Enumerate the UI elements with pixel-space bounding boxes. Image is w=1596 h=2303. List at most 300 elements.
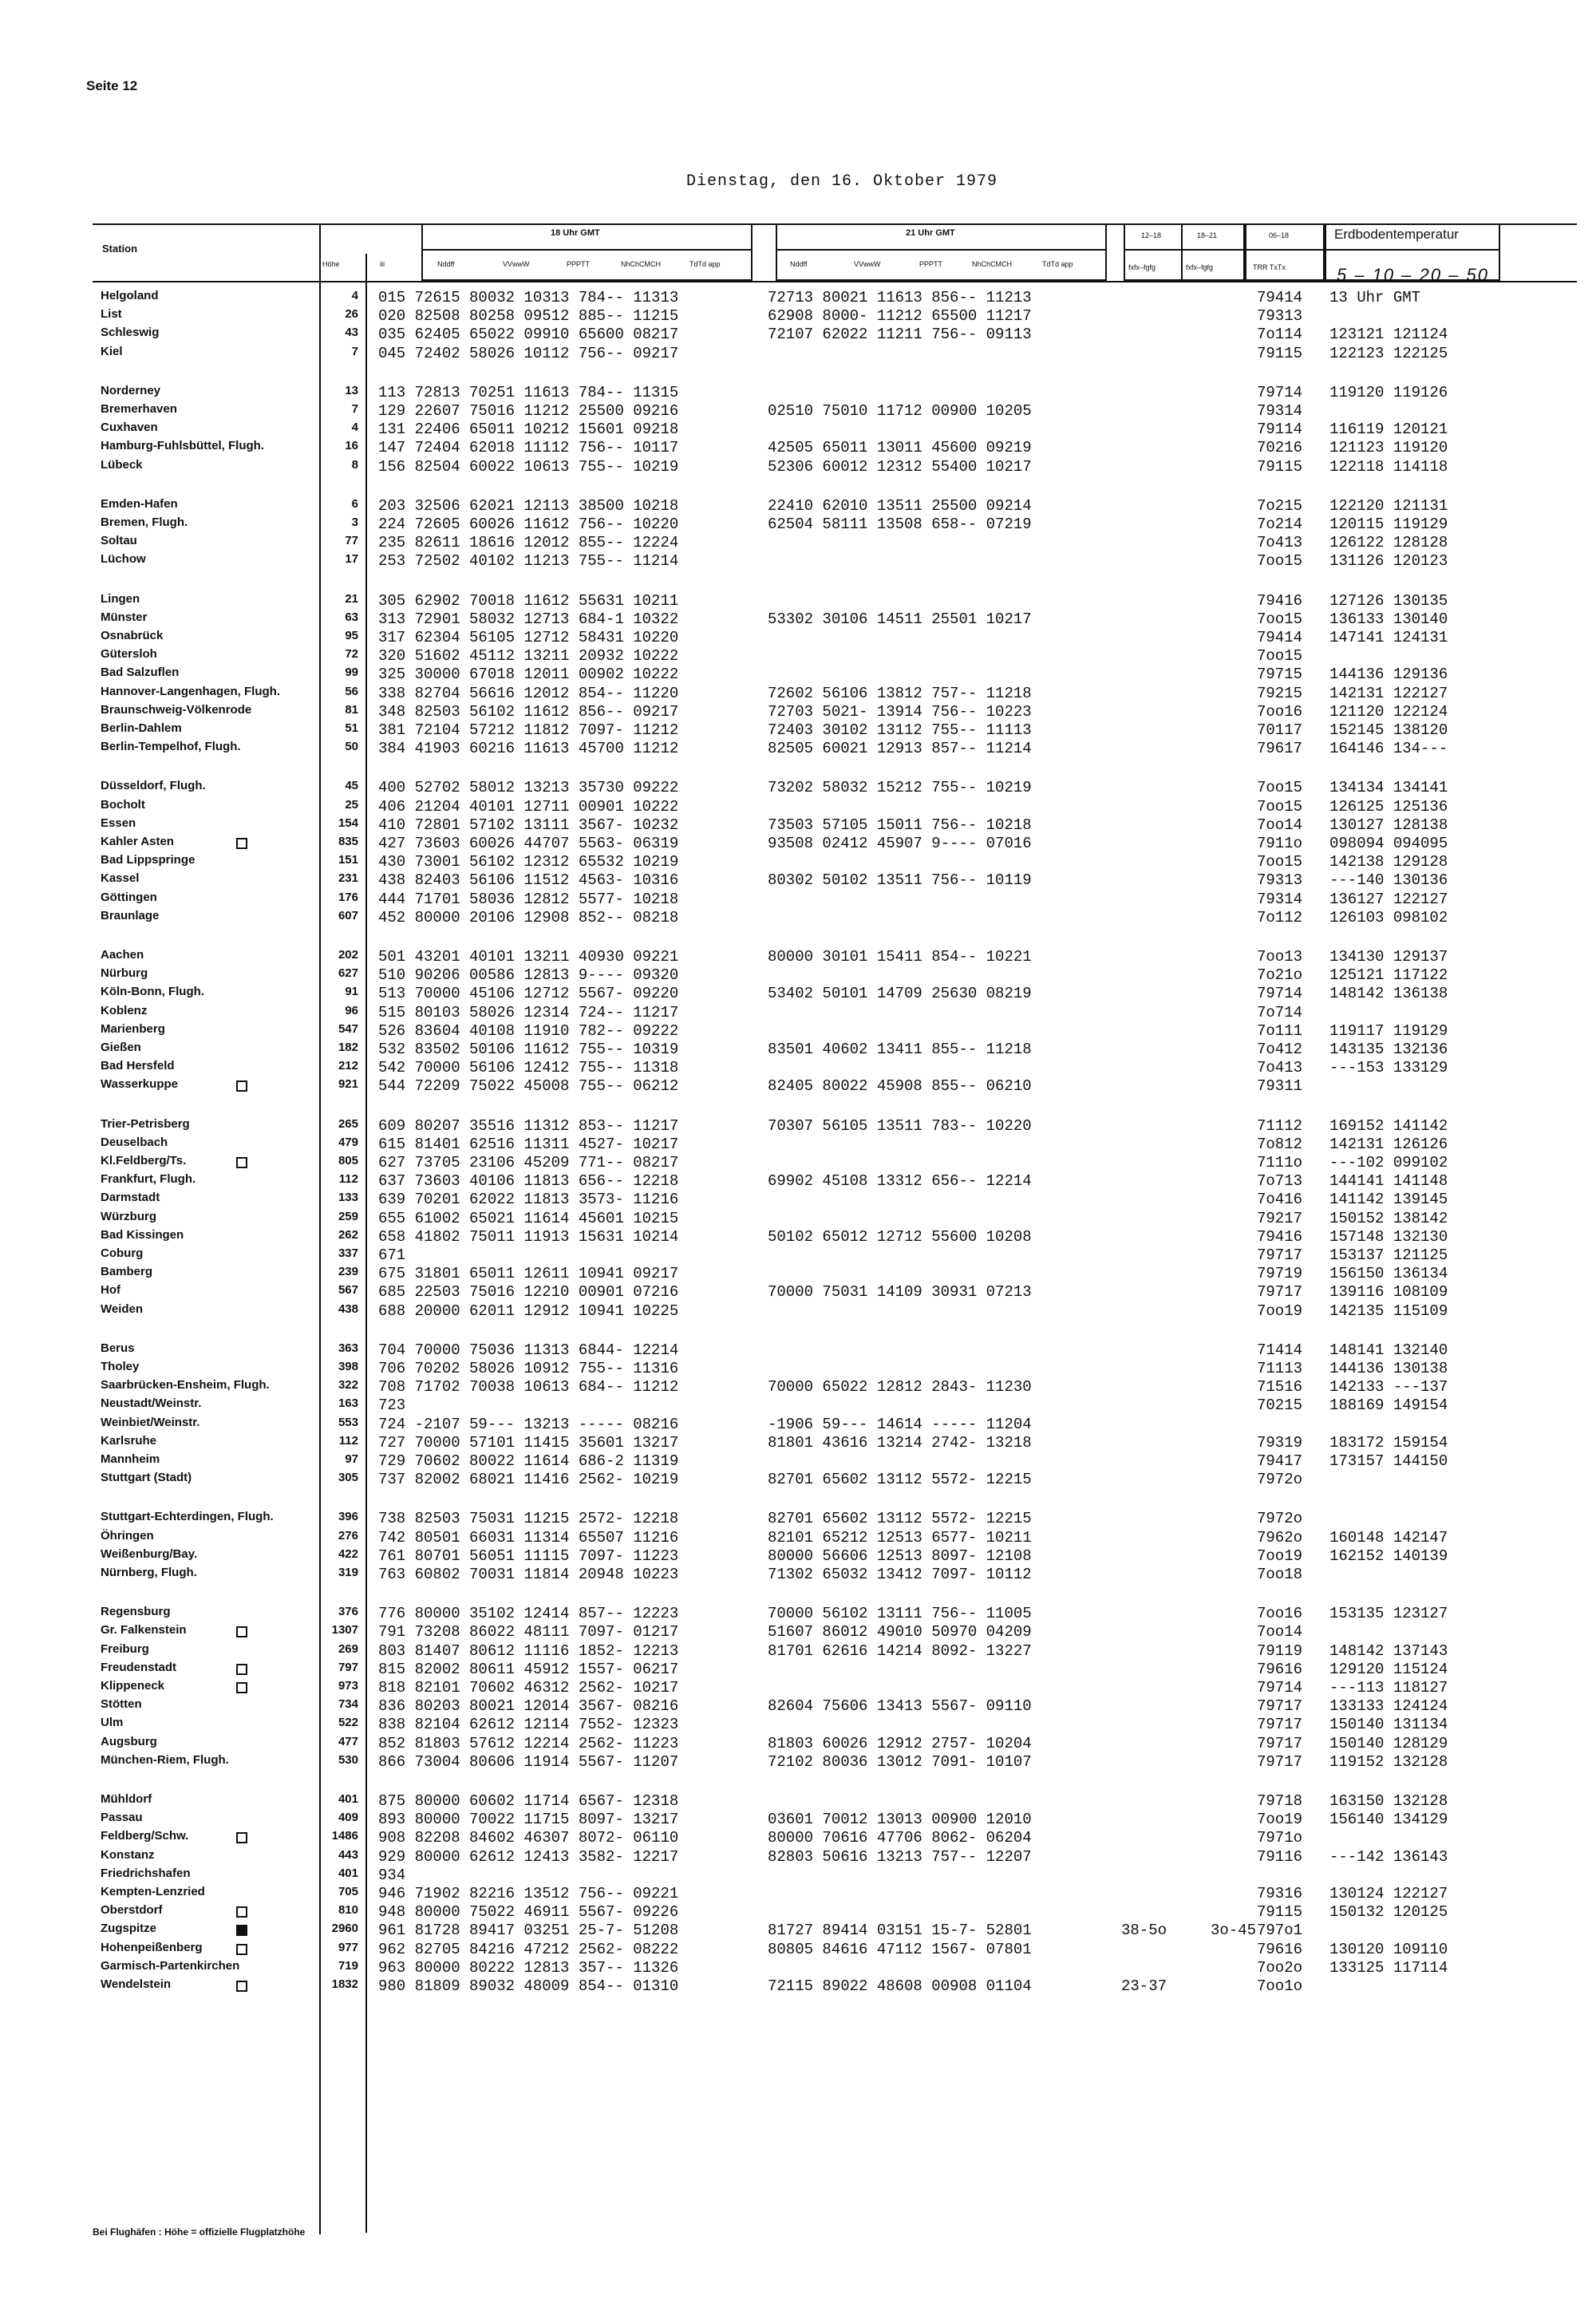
range-1821: 18–21	[1197, 231, 1218, 239]
extremes-0618: 7962o	[1257, 1528, 1303, 1547]
obs-21-utc: 82701 65602 13112 5572- 12215	[768, 1510, 1032, 1528]
extremes-0618: 79416	[1257, 1227, 1303, 1246]
obs-21-utc: 81727 89414 03151 15-7- 52801	[768, 1922, 1032, 1940]
extremes-0618: 7oo18	[1257, 1566, 1303, 1583]
col-vvwww-18: VVwwW	[503, 260, 530, 268]
station-height: 607	[338, 908, 358, 922]
station-height: 259	[338, 1209, 358, 1223]
gmt21-rule	[776, 249, 1107, 251]
extremes-0618: 70117	[1257, 721, 1303, 739]
obs-18-utc: 962 82705 84216 47212 2562- 08222	[378, 1940, 679, 1958]
obs-21-utc: 72713 80021 11613 856-- 11213	[768, 289, 1032, 306]
soil-temperature: 136133 130140	[1329, 610, 1448, 628]
gust-1218: 23-37	[1121, 1977, 1167, 1995]
station-name: Saarbrücken-Ensheim, Flugh.	[101, 1378, 270, 1392]
obs-18-utc: 406 21204 40101 12711 00901 10222	[378, 797, 679, 816]
obs-18-utc: 313 72901 58032 12713 684-1 10322	[378, 610, 679, 628]
soil-temperature: ---153 133129	[1329, 1059, 1448, 1077]
soil-temperature: 150140 128129	[1329, 1734, 1448, 1752]
extremes-0618: 71516	[1257, 1378, 1303, 1396]
obs-18-utc: 836 80203 80021 12014 3567- 08216	[378, 1697, 679, 1716]
soil-temperature: 147141 124131	[1329, 629, 1448, 646]
obs-21-utc: 81801 43616 13214 2742- 13218	[768, 1433, 1032, 1452]
obs-18-utc: 452 80000 20106 12908 852-- 08218	[378, 908, 679, 926]
station-name: Koblenz	[101, 1003, 148, 1017]
obs-18-utc: 637 73603 40106 11813 656-- 12218	[378, 1172, 679, 1191]
extremes-0618: 79717	[1257, 1734, 1303, 1752]
soil-temperature: 150152 138142	[1329, 1209, 1448, 1227]
soil-temperature: 142131 126126	[1329, 1135, 1448, 1153]
extra-divider-1	[1181, 223, 1183, 281]
station-height: 154	[338, 816, 358, 830]
station-name: Bad Hersfeld	[101, 1059, 175, 1073]
extremes-0618: 7o713	[1257, 1172, 1303, 1191]
obs-18-utc: 655 61002 65021 11614 45601 10215	[378, 1209, 679, 1227]
soil-temperature: 119152 132128	[1329, 1752, 1448, 1771]
obs-18-utc: 791 73208 86022 48111 7097- 01217	[378, 1623, 679, 1641]
station-height: 522	[338, 1716, 358, 1730]
soil-temperature: 13 Uhr GMT	[1329, 289, 1421, 306]
obs-18-utc: 706 70202 58026 10912 755-- 11316	[378, 1360, 679, 1377]
erd-depths: 5 – 10 – 20 – 50	[1337, 265, 1490, 285]
extremes-0618: 7o111	[1257, 1021, 1303, 1040]
station-height: 45	[345, 779, 358, 793]
station-name: Braunlage	[101, 908, 160, 922]
station-name: Wasserkuppe	[101, 1077, 178, 1092]
soil-temperature: 126122 128128	[1329, 534, 1448, 552]
station-height: 6	[351, 496, 358, 511]
station-name: Nürburg	[101, 966, 148, 981]
extremes-0618: 7oo16	[1257, 1605, 1303, 1623]
obs-18-utc: 980 81809 89032 48009 854-- 01310	[378, 1977, 679, 1995]
obs-21-utc: 71302 65032 13412 7097- 10112	[768, 1566, 1032, 1583]
obs-18-utc: 908 82208 84602 46307 8072- 06110	[378, 1829, 679, 1847]
obs-18-utc: 675 31801 65011 12611 10941 09217	[378, 1265, 679, 1283]
extremes-0618: 79717	[1257, 1716, 1303, 1734]
obs-21-utc: 82405 80022 45908 855-- 06210	[768, 1077, 1032, 1096]
obs-18-utc: 320 51602 45112 13211 20932 10222	[378, 647, 679, 666]
obs-18-utc: 325 30000 67018 12011 00902 10222	[378, 666, 679, 684]
obs-18-utc: 113 72813 70251 11613 784-- 11315	[378, 383, 679, 401]
station-height: 43	[345, 326, 358, 340]
soil-temperature: 122123 122125	[1329, 344, 1448, 362]
gust-1218: 38-5o	[1121, 1922, 1167, 1940]
station-name: Freiburg	[101, 1641, 149, 1656]
iii-header: iii	[380, 260, 385, 268]
soil-temperature: 164146 134---	[1329, 740, 1448, 758]
report-date: Dienstag, den 16. Oktober 1979	[686, 172, 998, 191]
soil-temperature: 130124 122127	[1329, 1885, 1448, 1902]
extremes-0618: 79313	[1257, 307, 1303, 326]
station-name: Feldberg/Schw.	[101, 1829, 189, 1843]
soil-temperature: 139116 108109	[1329, 1283, 1448, 1302]
station-name: Gießen	[101, 1041, 141, 1054]
station-height: 438	[338, 1302, 358, 1316]
obs-18-utc: 515 80103 58026 12314 724-- 11217	[378, 1003, 679, 1021]
soil-temperature: 142138 129128	[1329, 853, 1448, 871]
obs-18-utc: 946 71902 82216 13512 756-- 09221	[378, 1885, 679, 1902]
station-name: Kassel	[101, 871, 140, 886]
station-name: Berlin-Dahlem	[101, 721, 182, 735]
obs-18-utc: 510 90206 00586 12813 9---- 09320	[378, 966, 679, 985]
station-name: Gütersloh	[101, 647, 157, 662]
extremes-0618: 7oo19	[1257, 1811, 1303, 1829]
extremes-0618: 79313	[1257, 871, 1303, 890]
extremes-0618: 79116	[1257, 1847, 1303, 1866]
extremes-0618: 7111o	[1257, 1154, 1303, 1171]
station-height: 95	[345, 629, 358, 642]
col-nddff-18: Nddff	[437, 260, 455, 268]
station-height: 409	[338, 1811, 358, 1825]
soil-temperature: 116119 120121	[1329, 421, 1448, 439]
station-name: Konstanz	[101, 1847, 155, 1862]
station-height: 56	[345, 684, 358, 698]
station-height: 337	[338, 1246, 358, 1260]
station-height: 21	[345, 591, 358, 606]
station-height: 81	[345, 702, 358, 717]
station-height: 401	[338, 1866, 358, 1880]
extremes-0618: 7oo2o	[1257, 1958, 1303, 1977]
station-name: Deuselbach	[101, 1135, 168, 1149]
station-height: 3	[351, 516, 358, 529]
station-name: Nürnberg, Flugh.	[101, 1566, 197, 1579]
obs-18-utc: 866 73004 80606 11914 5567- 11207	[378, 1752, 679, 1771]
station-height: 1832	[331, 1977, 358, 1991]
station-height: 212	[338, 1059, 358, 1073]
extremes-0618: 79416	[1257, 591, 1303, 610]
extremes-0618: 7o215	[1257, 496, 1303, 515]
station-name: Essen	[101, 816, 136, 830]
obs-21-utc: -1906 59--- 14614 ----- 11204	[768, 1415, 1032, 1433]
obs-21-utc: 42505 65011 13011 45600 09219	[768, 439, 1032, 457]
station-name: Freudenstadt	[101, 1660, 177, 1674]
station-height: 547	[338, 1021, 358, 1036]
soil-temperature: 156150 136134	[1329, 1265, 1448, 1283]
extremes-0618: 79714	[1257, 1679, 1303, 1697]
soil-temperature: 141142 139145	[1329, 1191, 1448, 1209]
station-height: 7	[351, 344, 358, 358]
obs-18-utc: 235 82611 18616 12012 855-- 12224	[378, 534, 679, 552]
obs-21-utc: 02510 75010 11712 00900 10205	[768, 402, 1032, 420]
station-name: Ulm	[101, 1716, 124, 1730]
extremes-0618: 79115	[1257, 344, 1303, 362]
gmt18-title: 18 Uhr GMT	[551, 228, 600, 238]
station-name: Trier-Petrisberg	[101, 1116, 190, 1131]
station-height: 239	[338, 1265, 358, 1279]
obs-21-utc: 82701 65602 13112 5572- 12215	[768, 1471, 1032, 1489]
extremes-0618: 79715	[1257, 666, 1303, 684]
soil-temperature: 121120 122124	[1329, 702, 1448, 721]
obs-18-utc: 948 80000 75022 46911 5567- 09226	[378, 1903, 679, 1922]
obs-21-utc: 83501 40602 13411 855-- 11218	[768, 1041, 1032, 1058]
extremes-0618: 79617	[1257, 740, 1303, 758]
station-height: 479	[338, 1135, 358, 1149]
obs-18-utc: 803 81407 80612 11116 1852- 12213	[378, 1641, 679, 1660]
station-name: Köln-Bonn, Flugh.	[101, 985, 204, 999]
extremes-0618: 79616	[1257, 1660, 1303, 1678]
soil-temperature: 153137 121125	[1329, 1246, 1448, 1264]
extremes-0618: 79717	[1257, 1283, 1303, 1302]
mountain-station-filled-icon	[236, 1925, 247, 1936]
obs-21-utc: 70000 65022 12812 2843- 11230	[768, 1378, 1032, 1396]
station-height: 182	[338, 1041, 358, 1054]
station-height: 72	[345, 647, 358, 662]
station-name: Klippeneck	[101, 1679, 165, 1693]
range-0618: 06–18	[1269, 231, 1290, 239]
col-nh-21: NhChCMCH	[972, 260, 1013, 268]
soil-temperature: 126125 125136	[1329, 797, 1448, 816]
obs-18-utc: 381 72104 57212 11812 7097- 11212	[378, 721, 679, 739]
obs-21-utc: 80302 50102 13511 756-- 10119	[768, 871, 1032, 890]
obs-21-utc: 82604 75606 13413 5567- 09110	[768, 1697, 1032, 1716]
col-nh-18: NhChCMCH	[621, 260, 662, 268]
station-height: 269	[338, 1641, 358, 1656]
hoehe-header: Höhe	[322, 260, 340, 268]
mountain-station-icon	[236, 1944, 247, 1955]
soil-temperature: 144141 141148	[1329, 1172, 1448, 1191]
station-name: Neustadt/Weinstr.	[101, 1396, 202, 1411]
obs-21-utc: 73503 57105 15011 756-- 10218	[768, 816, 1032, 834]
station-height: 51	[345, 721, 358, 735]
obs-18-utc: 045 72402 58026 10112 756-- 09217	[378, 344, 679, 362]
sub-1218: fxfx–fgfg	[1128, 263, 1156, 271]
obs-18-utc: 430 73001 56102 12312 65532 10219	[378, 853, 679, 871]
extremes-0618: 79717	[1257, 1697, 1303, 1716]
station-height: 151	[338, 853, 358, 867]
soil-temperature: 144136 130138	[1329, 1360, 1448, 1377]
obs-18-utc: 818 82101 70602 46312 2562- 10217	[378, 1679, 679, 1697]
soil-temperature: 125121 117122	[1329, 966, 1448, 985]
extremes-0618: 7o416	[1257, 1191, 1303, 1209]
obs-21-utc: 72115 89022 48608 00908 01104	[768, 1977, 1032, 1995]
station-height: 163	[338, 1396, 358, 1411]
station-name: Kempten-Lenzried	[101, 1885, 205, 1898]
obs-18-utc: 384 41903 60216 11613 45700 11212	[378, 740, 679, 758]
station-height: 112	[338, 1172, 358, 1187]
station-name: Weinbiet/Weinstr.	[101, 1415, 200, 1429]
obs-18-utc: 203 32506 62021 12113 38500 10218	[378, 496, 679, 515]
obs-18-utc: 737 82002 68021 11416 2562- 10219	[378, 1471, 679, 1489]
station-height: 398	[338, 1360, 358, 1373]
obs-18-utc: 838 82104 62612 12114 7552- 12323	[378, 1716, 679, 1734]
extremes-0618: 79718	[1257, 1792, 1303, 1810]
obs-18-utc: 685 22503 75016 12210 00901 07216	[378, 1283, 679, 1302]
station-height: 91	[345, 985, 358, 999]
soil-temperature: 157148 132130	[1329, 1227, 1448, 1246]
station-height: 705	[338, 1885, 358, 1898]
obs-21-utc: 80805 84616 47112 1567- 07801	[768, 1940, 1032, 1958]
station-name: Lübeck	[101, 457, 143, 472]
extremes-0618: 7o413	[1257, 534, 1303, 552]
soil-temperature: 173157 144150	[1329, 1452, 1448, 1470]
soil-temperature: 122118 114118	[1329, 457, 1448, 476]
extremes-0618: 79115	[1257, 1903, 1303, 1922]
station-name: München-Riem, Flugh.	[101, 1752, 229, 1767]
extremes-0618: 79217	[1257, 1209, 1303, 1227]
station-name: Aachen	[101, 948, 144, 962]
col-pppt-18: PPPTT	[567, 260, 591, 268]
soil-temperature: 142135 115109	[1329, 1302, 1448, 1320]
station-name: Kiel	[101, 344, 123, 358]
station-name: Bad Lippspringe	[101, 853, 196, 867]
obs-18-utc: 400 52702 58012 13213 35730 09222	[378, 779, 679, 797]
station-height: 530	[338, 1752, 358, 1767]
extremes-0618: 7oo1o	[1257, 1977, 1303, 1995]
station-height: 797	[338, 1660, 358, 1674]
mountain-station-icon	[236, 1626, 247, 1637]
extremes-0618: 7o413	[1257, 1059, 1303, 1077]
obs-18-utc: 742 80501 66031 11314 65507 11216	[378, 1528, 679, 1547]
obs-18-utc: 658 41802 75011 11913 15631 10214	[378, 1227, 679, 1246]
obs-21-utc: 80000 70616 47706 8062- 06204	[768, 1829, 1032, 1847]
extremes-0618: 7oo15	[1257, 797, 1303, 816]
station-height: 96	[345, 1003, 358, 1017]
station-height: 553	[338, 1415, 358, 1429]
soil-temperature: 144136 129136	[1329, 666, 1448, 684]
extremes-0618: 79616	[1257, 1940, 1303, 1958]
gmt21-title: 21 Uhr GMT	[906, 228, 955, 238]
station-height: 921	[338, 1077, 358, 1092]
obs-18-utc: 338 82704 56616 12012 854-- 11220	[378, 684, 679, 702]
extremes-0618: 79717	[1257, 1752, 1303, 1771]
mountain-station-icon	[236, 1906, 247, 1918]
station-name: Hannover-Langenhagen, Flugh.	[101, 684, 281, 698]
extremes-0618: 7o112	[1257, 908, 1303, 926]
station-name: Darmstadt	[101, 1191, 160, 1205]
mountain-station-icon	[236, 1981, 247, 1992]
erd-title: Erdbodentemperatur	[1334, 227, 1459, 242]
station-name: Bremerhaven	[101, 402, 177, 416]
obs-18-utc: 131 22406 65011 10212 15601 09218	[378, 421, 679, 439]
extremes-0618: 7oo16	[1257, 702, 1303, 721]
obs-18-utc: 963 80000 80222 12813 357-- 11326	[378, 1958, 679, 1977]
station-height: 17	[345, 552, 358, 567]
obs-18-utc: 609 80207 35516 11312 853-- 11217	[378, 1116, 679, 1135]
station-height: 396	[338, 1510, 358, 1524]
obs-21-utc: 73202 58032 15212 755-- 10219	[768, 779, 1032, 797]
extremes-0618: 7o412	[1257, 1041, 1303, 1058]
soil-temperature: ---142 136143	[1329, 1847, 1448, 1866]
station-name: Bremen, Flugh.	[101, 516, 188, 529]
station-name: Friedrichshafen	[101, 1866, 191, 1880]
soil-temperature: 143135 132136	[1329, 1041, 1448, 1058]
station-name: Oberstdorf	[101, 1903, 163, 1918]
extremes-0618: 79414	[1257, 629, 1303, 646]
station-name: Bad Kissingen	[101, 1227, 184, 1242]
station-name: Soltau	[101, 534, 137, 548]
extremes-0618: 797o1	[1257, 1922, 1303, 1940]
extremes-0618: 7o114	[1257, 326, 1303, 344]
obs-21-utc: 70000 75031 14109 30931 07213	[768, 1283, 1032, 1302]
extremes-0618: 7oo19	[1257, 1302, 1303, 1320]
obs-21-utc: 70307 56105 13511 783-- 10220	[768, 1116, 1032, 1135]
station-height: 176	[338, 890, 358, 904]
obs-18-utc: 727 70000 57101 11415 35601 13217	[378, 1433, 679, 1452]
obs-21-utc: 69902 45108 13312 656-- 12214	[768, 1172, 1032, 1191]
obs-21-utc: 80000 56606 12513 8097- 12108	[768, 1547, 1032, 1565]
soil-temperature: 120115 119129	[1329, 516, 1448, 533]
extremes-0618: 7oo13	[1257, 948, 1303, 966]
station-name: Stuttgart (Stadt)	[101, 1471, 192, 1485]
soil-temperature: 134134 134141	[1329, 779, 1448, 797]
station-name: Tholey	[101, 1360, 140, 1373]
station-name: Regensburg	[101, 1605, 171, 1619]
station-name: Frankfurt, Flugh.	[101, 1172, 196, 1187]
soil-temperature: 121123 119120	[1329, 439, 1448, 457]
station-name: Hohenpeißenberg	[101, 1940, 203, 1954]
extremes-0618: 7o714	[1257, 1003, 1303, 1021]
soil-temperature: 150140 131134	[1329, 1716, 1448, 1734]
obs-21-utc: 80000 30101 15411 854-- 10221	[768, 948, 1032, 966]
mountain-station-icon	[236, 1080, 247, 1092]
obs-18-utc: 035 62405 65022 09910 65600 08217	[378, 326, 679, 344]
station-name: Würzburg	[101, 1209, 156, 1223]
extremes-0618: 79414	[1257, 289, 1303, 306]
soil-temperature: 134130 129137	[1329, 948, 1448, 966]
station-name: Lingen	[101, 591, 140, 606]
extremes-0618: 79717	[1257, 1246, 1303, 1264]
gmt18-rule	[421, 249, 753, 251]
station-height: 97	[345, 1452, 358, 1466]
mountain-station-icon	[236, 1157, 247, 1168]
station-name: Karlsruhe	[101, 1433, 157, 1448]
station-name: Norderney	[101, 383, 161, 397]
extremes-0618: 79314	[1257, 890, 1303, 908]
station-name: Bocholt	[101, 797, 145, 812]
station-name: Schleswig	[101, 326, 160, 340]
obs-18-utc: 724 -2107 59--- 13213 ----- 08216	[378, 1415, 679, 1433]
station-name: Helgoland	[101, 289, 159, 302]
extremes-0618: 79119	[1257, 1641, 1303, 1660]
extremes-0618: 79314	[1257, 402, 1303, 420]
station-name: Bad Salzuflen	[101, 666, 180, 680]
station-height: 319	[338, 1566, 358, 1579]
obs-21-utc: 72703 5021- 13914 756-- 10223	[768, 702, 1032, 721]
soil-temperature: 122120 121131	[1329, 496, 1448, 515]
station-height: 133	[338, 1191, 358, 1205]
extremes-0618: 79319	[1257, 1433, 1303, 1452]
station-name: Coburg	[101, 1246, 144, 1260]
obs-21-utc: 72107 62022 11211 756-- 09113	[768, 326, 1032, 344]
extremes-0618: 7911o	[1257, 835, 1303, 852]
obs-18-utc: 532 83502 50106 11612 755-- 10319	[378, 1041, 679, 1058]
station-height: 1486	[331, 1829, 358, 1843]
station-name: Osnabrück	[101, 629, 164, 642]
obs-18-utc: 501 43201 40101 13211 40930 09221	[378, 948, 679, 966]
station-height: 8	[351, 457, 358, 472]
obs-18-utc: 961 81728 89417 03251 25-7- 51208	[378, 1922, 679, 1940]
obs-21-utc: 70000 56102 13111 756-- 11005	[768, 1605, 1032, 1623]
extremes-0618: 79115	[1257, 457, 1303, 476]
extremes-0618: 7oo15	[1257, 647, 1303, 666]
obs-21-utc: 82505 60021 12913 857-- 11214	[768, 740, 1032, 758]
obs-18-utc: 708 71702 70038 10613 684-- 11212	[378, 1378, 679, 1396]
obs-18-utc: 427 73603 60026 44707 5563- 06319	[378, 835, 679, 852]
obs-18-utc: 348 82503 56102 11612 856-- 09217	[378, 702, 679, 721]
station-height: 977	[338, 1940, 358, 1954]
obs-18-utc: 020 82508 80258 09512 885-- 11215	[378, 307, 679, 326]
soil-temperature: 133125 117114	[1329, 1958, 1448, 1977]
soil-temperature: 098094 094095	[1329, 835, 1448, 852]
extremes-0618: 71112	[1257, 1116, 1303, 1135]
obs-21-utc: 52306 60012 12312 55400 10217	[768, 457, 1032, 476]
extremes-0618: 79417	[1257, 1452, 1303, 1470]
obs-18-utc: 438 82403 56106 11512 4563- 10316	[378, 871, 679, 890]
soil-temperature: ---102 099102	[1329, 1154, 1448, 1171]
obs-18-utc: 934	[378, 1866, 406, 1884]
station-name: Öhringen	[101, 1528, 154, 1543]
station-height: 231	[338, 871, 358, 886]
